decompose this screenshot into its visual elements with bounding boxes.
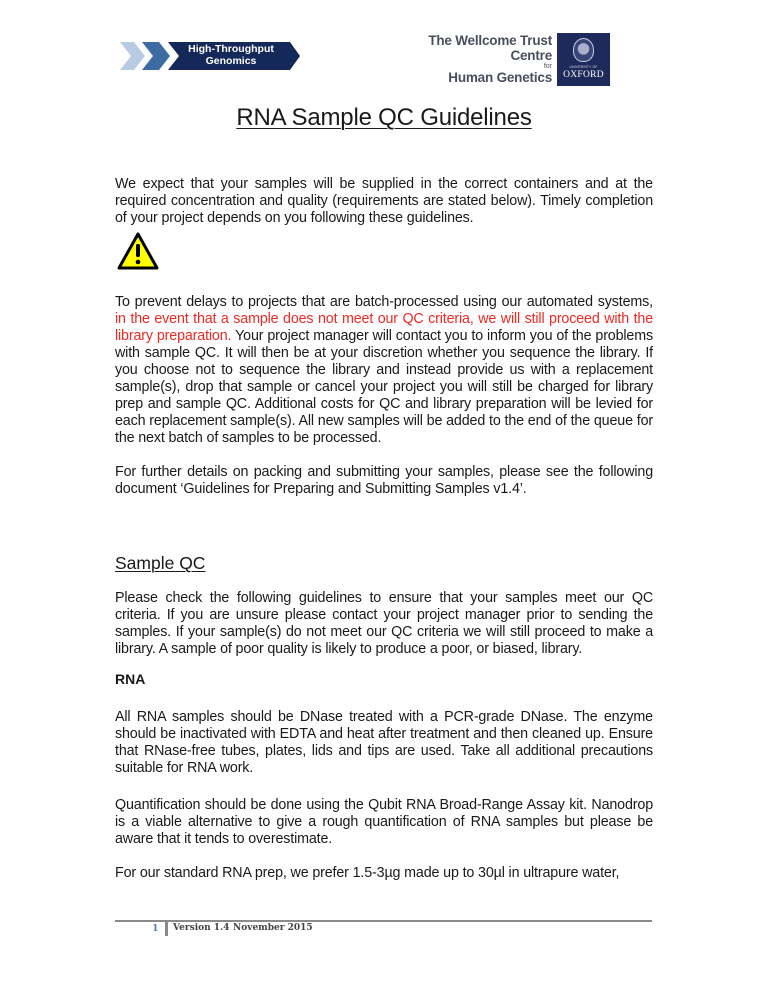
sample-qc-paragraph: Please check the following guidelines to ensure that your samples meet our QC criteria. If you are unsure please contact your project manager prior to sending the samples. If your sample(s) do not meet our QC criteria we will still proceed to make a library. A sample of poor quality is likely to produce a poor, or biased, library. [115, 590, 653, 657]
high-throughput-genomics-logo [120, 42, 300, 70]
wtc-logo-line2: for [543, 63, 552, 70]
rna-dnase-paragraph: All RNA samples should be DNase treated with a PCR-grade DNase. The enzyme should be inactivated with EDTA and heat after treatment and then cleaned up. Ensure that RNase-free tubes, plates, lids and tips are used. Take all additional precautions suitable for RNA work. [115, 709, 653, 776]
htg-logo-line2: Genomics [205, 55, 257, 67]
wtc-logo-line1: The Wellcome Trust Centre [428, 33, 552, 63]
further-details-paragraph: For further details on packing and submitting your samples, please see the following document ‘Guidelines for Preparing and Submitting Samples v1.4’. [115, 464, 653, 497]
delays-paragraph [115, 294, 653, 447]
warning-triangle-icon [117, 232, 159, 270]
university-of-oxford-logo [557, 33, 610, 86]
oxford-logo-small-text: UNIVERSITY OF [569, 65, 598, 69]
page-title: RNA Sample QC Guidelines [236, 104, 532, 131]
footer-page-separator [165, 922, 168, 936]
wellcome-trust-centre-logo [412, 33, 552, 85]
footer-page-number: 1 [152, 923, 159, 934]
footer-date: November 2015 [233, 923, 313, 933]
wtc-logo-line3: Human Genetics [448, 70, 552, 85]
rna-standard-prep-paragraph: For our standard RNA prep, we prefer 1.5-3µg made up to 30µl in ultrapure water, [115, 865, 620, 881]
oxford-logo-big-text: OXFORD [563, 70, 604, 80]
footer-version: Version 1.4 [173, 923, 230, 933]
footer-divider [115, 920, 652, 922]
intro-paragraph: We expect that your samples will be supplied in the correct containers and at the required concentration and quality (requirements are stated below). Timely completion of your project depends on you following these guidelines. [115, 176, 653, 226]
oxford-crest-icon [573, 38, 594, 62]
qc-criteria-warning-text: in the event that a sample does not meet our QC criteria, we will still proceed with the library preparation. [115, 311, 653, 344]
htg-logo-line1: High-Throughput [188, 43, 274, 55]
delays-text-part3: Your project manager will contact you to inform you of the problems with sample QC. It will then be at your discretion whether you sequence the library. If you choose not to sequence the library and instead provide us with a replacement sample(s), drop that sample or cancel your project you will still be charged for library prep and sample QC. Additional costs for QC and library preparation will be levied for each replacement sample(s). All new samples will be added to the end of the queue for the next batch of samples to be processed. [115, 328, 653, 446]
rna-heading: RNA [115, 671, 146, 687]
rna-quantification-paragraph: Quantification should be done using the Qubit RNA Broad-Range Assay kit. Nanodrop is a viable alternative to give a rough quantification of RNA samples but please be aware that it tends to overestimate. [115, 797, 653, 847]
delays-text-part1: To prevent delays to projects that are batch-processed using our automated systems, [115, 294, 653, 310]
sample-qc-heading: Sample QC [115, 553, 206, 573]
